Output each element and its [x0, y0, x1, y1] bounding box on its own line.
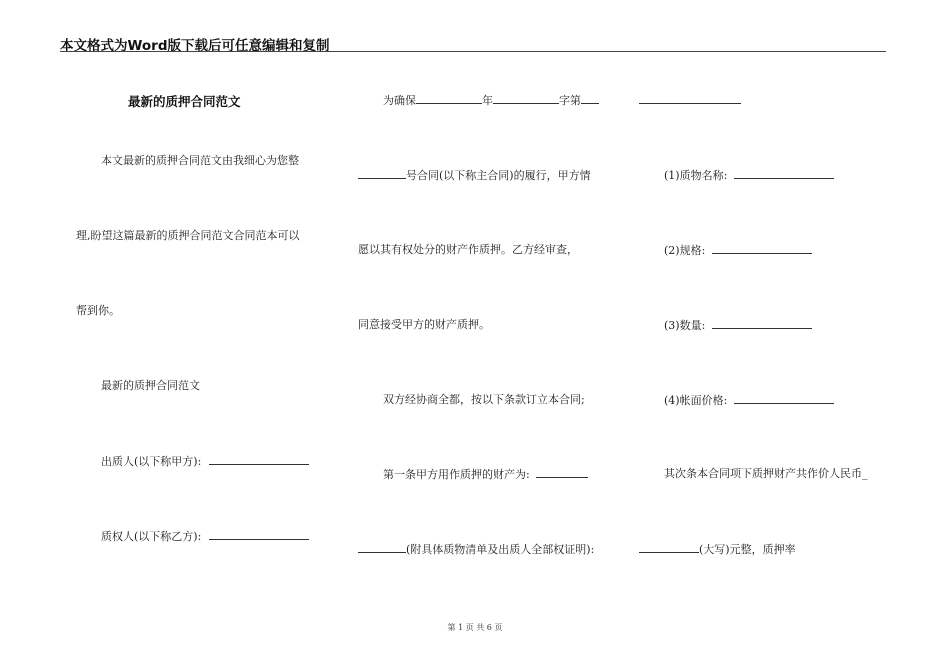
pledgee-blank [209, 529, 309, 540]
item-name-line [664, 168, 834, 183]
quantity-line [664, 318, 812, 333]
blank-4 [358, 168, 406, 179]
intro-line-2 [76, 229, 300, 243]
col2-text-7: (附具体质物清单及出质人全部权证明): [406, 543, 595, 556]
col2-text-3: 愿以其有权处分的财产作质押。乙方经审查， [358, 243, 578, 256]
capital-line [639, 542, 796, 557]
col2-text-6: 第一条甲方用作质押的财产为: [383, 468, 530, 481]
item-name-label: (1)质物名称: [664, 169, 728, 182]
quantity-blank [712, 318, 812, 329]
subtitle-text: 最新的质押合同范文 [101, 379, 200, 392]
page-footer: 第 1 页 共 6 页 [447, 623, 503, 632]
pledgee-label: 质权人(以下称乙方): [101, 530, 202, 543]
article-2-text: 其次条本合同项下质押财产共作价人民币_ [664, 467, 868, 480]
col2-line-4 [358, 318, 490, 332]
intro-text-2: 理,盼望这篇最新的质押合同范文合同范本可以 [76, 229, 300, 242]
blank-5 [536, 467, 588, 478]
col2-text-5: 双方经协商全都，按以下条款订立本合同; [383, 393, 585, 406]
spec-line [664, 243, 812, 258]
subtitle-line [101, 379, 200, 393]
blank-7 [639, 93, 741, 104]
intro-line-3 [76, 304, 120, 318]
blank-6 [358, 542, 406, 553]
pledgor-blank [209, 454, 309, 465]
col2-text-4: 同意接受甲方的财产质押。 [358, 318, 490, 331]
spec-blank [712, 243, 812, 254]
book-value-blank [734, 393, 834, 404]
col3-top-line [639, 93, 741, 108]
col2-text-2: 号合同(以下称主合同)的履行，甲方情 [406, 169, 591, 182]
blank-3 [581, 93, 599, 104]
header-divider [60, 51, 886, 52]
col2-line-7 [358, 542, 594, 557]
intro-text-1: 本文最新的质押合同范文由我细心为您整 [101, 154, 299, 167]
col2-line-3 [358, 243, 578, 257]
capital-text: (大写)元整，质押率 [699, 543, 796, 556]
intro-line-1 [101, 154, 299, 168]
contract-text-c: 字第 [559, 94, 581, 107]
contract-number-line [383, 93, 599, 108]
spec-label: (2)规格: [664, 244, 706, 257]
blank-1 [416, 93, 482, 104]
blank-2 [493, 93, 559, 104]
pledgor-label: 出质人(以下称甲方): [101, 455, 202, 468]
col2-line-5 [383, 393, 585, 407]
book-value-label: (4)帐面价格: [664, 394, 728, 407]
header-title: 本文格式为Word版下载后可任意编辑和复制 [60, 38, 330, 54]
article-2-line [664, 467, 868, 481]
pledgee-line [101, 529, 309, 544]
col2-line-2 [358, 168, 591, 183]
contract-text-a: 为确保 [383, 94, 416, 107]
pledgor-line [101, 454, 309, 469]
capital-blank [639, 542, 699, 553]
col2-line-6 [383, 467, 588, 482]
document-title: 最新的质押合同范文 [128, 94, 241, 109]
contract-text-b: 年 [482, 94, 493, 107]
book-value-line [664, 393, 834, 408]
quantity-label: (3)数量: [664, 319, 706, 332]
item-name-blank [734, 168, 834, 179]
intro-text-3: 帮到你。 [76, 304, 120, 317]
